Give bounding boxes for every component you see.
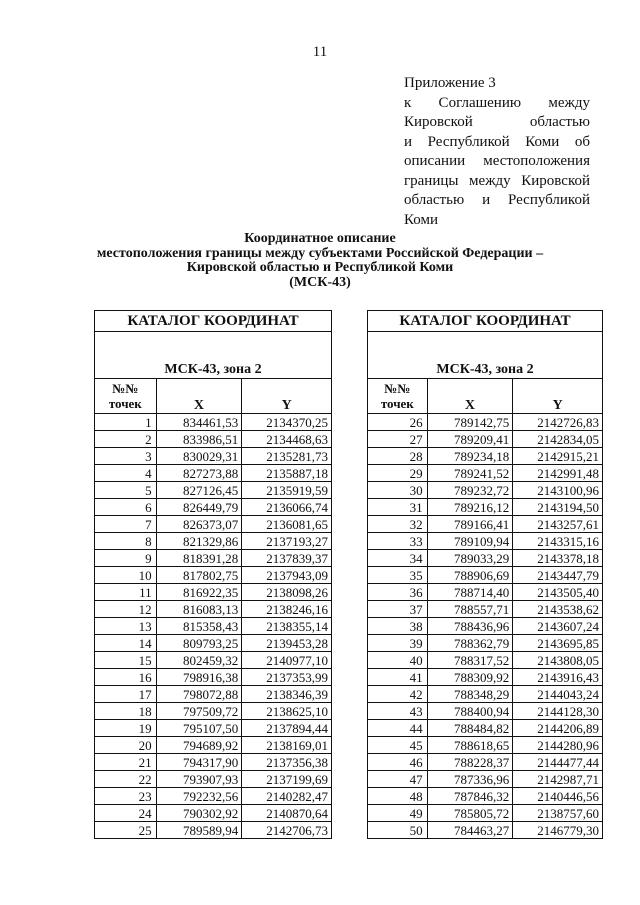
point-number: 39: [368, 635, 428, 652]
table-row: [95, 703, 332, 720]
coord-x: 787336,96: [427, 771, 513, 788]
column-header-x: X: [427, 379, 513, 414]
coord-x: 794317,90: [156, 754, 242, 771]
coord-x: 830029,31: [156, 448, 242, 465]
coord-x: 816922,35: [156, 584, 242, 601]
table-row: [95, 448, 332, 465]
table-row: [95, 686, 332, 703]
coord-x: 788362,79: [427, 635, 513, 652]
coord-x: 834461,53: [156, 414, 242, 431]
coord-x: 788400,94: [427, 703, 513, 720]
coord-x: 833986,51: [156, 431, 242, 448]
point-number: 41: [368, 669, 428, 686]
point-number: 30: [368, 482, 428, 499]
coord-y: 2138098,26: [242, 584, 332, 601]
coord-x: 788484,82: [427, 720, 513, 737]
coord-x: 821329,86: [156, 533, 242, 550]
table-row: [368, 448, 603, 465]
coord-x: 788714,40: [427, 584, 513, 601]
point-number: 16: [95, 669, 157, 686]
coordinate-catalog-left: [94, 310, 332, 839]
coord-x: 793907,93: [156, 771, 242, 788]
point-number: 32: [368, 516, 428, 533]
table-row: [95, 482, 332, 499]
table-row: [368, 618, 603, 635]
table-row: [95, 567, 332, 584]
coord-y: 2138355,14: [242, 618, 332, 635]
point-number: 2: [95, 431, 157, 448]
coord-y: 2137193,27: [242, 533, 332, 550]
coord-x: 797509,72: [156, 703, 242, 720]
coord-x: 809793,25: [156, 635, 242, 652]
point-number: 27: [368, 431, 428, 448]
table-row: [95, 737, 332, 754]
column-header-num-line: №№: [112, 381, 139, 396]
table-row: [368, 720, 603, 737]
table-row: [95, 669, 332, 686]
point-number: 25: [95, 822, 157, 839]
coord-x: 827273,88: [156, 465, 242, 482]
coord-x: 789234,18: [427, 448, 513, 465]
coord-y: 2142991,48: [513, 465, 603, 482]
point-number: 7: [95, 516, 157, 533]
coord-y: 2142987,71: [513, 771, 603, 788]
point-number: 6: [95, 499, 157, 516]
appendix-line: областью и Республикой: [404, 192, 590, 208]
table-row: [95, 652, 332, 669]
coordinate-catalog-right: [367, 310, 603, 839]
coord-y: 2144280,96: [513, 737, 603, 754]
coord-x: 788309,92: [427, 669, 513, 686]
document-title: [0, 232, 640, 290]
coord-y: 2143257,61: [513, 516, 603, 533]
catalog-caption: КАТАЛОГ КООРДИНАТ: [368, 311, 603, 332]
coord-y: 2143315,16: [513, 533, 603, 550]
table-row: [368, 686, 603, 703]
coord-x: 788618,65: [427, 737, 513, 754]
coord-x: 788436,96: [427, 618, 513, 635]
point-number: 38: [368, 618, 428, 635]
coord-x: 789166,41: [427, 516, 513, 533]
point-number: 13: [95, 618, 157, 635]
coord-y: 2135919,59: [242, 482, 332, 499]
table-row: [368, 499, 603, 516]
point-number: 29: [368, 465, 428, 482]
coord-y: 2143607,24: [513, 618, 603, 635]
appendix-line: и Республикой Коми об: [404, 133, 590, 150]
point-number: 24: [95, 805, 157, 822]
coord-x: 788317,52: [427, 652, 513, 669]
table-row: [368, 771, 603, 788]
coord-y: 2142706,73: [242, 822, 332, 839]
coord-x: 815358,43: [156, 618, 242, 635]
appendix-line: описании местоположения: [404, 153, 590, 169]
coord-y: 2142726,83: [513, 414, 603, 431]
coord-y: 2143916,43: [513, 669, 603, 686]
table-row: [95, 431, 332, 448]
coord-y: 2136066,74: [242, 499, 332, 516]
table-row: [368, 737, 603, 754]
table-row: [95, 788, 332, 805]
table-row: [95, 414, 332, 431]
coord-y: 2134468,63: [242, 431, 332, 448]
table-row: [95, 601, 332, 618]
coord-y: 2137839,37: [242, 550, 332, 567]
coord-y: 2135281,73: [242, 448, 332, 465]
point-number: 28: [368, 448, 428, 465]
point-number: 49: [368, 805, 428, 822]
point-number: 35: [368, 567, 428, 584]
table-row: [368, 482, 603, 499]
catalog-zone: МСК-43, зона 2: [368, 332, 603, 379]
coord-y: 2146779,30: [513, 822, 603, 839]
coord-x: 817802,75: [156, 567, 242, 584]
point-number: 19: [95, 720, 157, 737]
table-row: [95, 635, 332, 652]
coord-y: 2137353,99: [242, 669, 332, 686]
point-number: 17: [95, 686, 157, 703]
point-number: 42: [368, 686, 428, 703]
coord-y: 2140446,56: [513, 788, 603, 805]
table-row: [95, 516, 332, 533]
coord-y: 2138246,16: [242, 601, 332, 618]
coord-y: 2138346,39: [242, 686, 332, 703]
appendix-line: границы между Кировской: [404, 172, 590, 189]
table-row: [368, 550, 603, 567]
coord-x: 816083,13: [156, 601, 242, 618]
coord-y: 2140870,64: [242, 805, 332, 822]
coord-x: 789241,52: [427, 465, 513, 482]
point-number: 43: [368, 703, 428, 720]
coord-x: 795107,50: [156, 720, 242, 737]
point-number: 40: [368, 652, 428, 669]
table-row: [95, 754, 332, 771]
title-line: Кировской областью и Республикой Коми: [186, 260, 454, 275]
table-row: [95, 584, 332, 601]
coord-x: 826449,79: [156, 499, 242, 516]
page-number: 11: [312, 44, 328, 60]
coord-x: 789142,75: [427, 414, 513, 431]
coord-y: 2134370,25: [242, 414, 332, 431]
coord-x: 789033,29: [427, 550, 513, 567]
coord-y: 2137356,38: [242, 754, 332, 771]
table-row: [368, 822, 603, 839]
table-row: [95, 771, 332, 788]
table-row: [368, 669, 603, 686]
point-number: 45: [368, 737, 428, 754]
table-row: [368, 805, 603, 822]
table-row: [368, 533, 603, 550]
coord-x: 790302,92: [156, 805, 242, 822]
title-line: Координатное описание: [244, 231, 396, 246]
column-header-y: Y: [242, 379, 332, 414]
point-number: 34: [368, 550, 428, 567]
coord-x: 789109,94: [427, 533, 513, 550]
coord-y: 2135887,18: [242, 465, 332, 482]
coord-x: 818391,28: [156, 550, 242, 567]
table-row: [368, 652, 603, 669]
point-number: 15: [95, 652, 157, 669]
appendix-line: Кировской областью: [404, 114, 590, 130]
table-row: [95, 805, 332, 822]
point-number: 23: [95, 788, 157, 805]
column-header-num-line: точек: [380, 396, 414, 411]
coord-x: 827126,45: [156, 482, 242, 499]
coord-y: 2136081,65: [242, 516, 332, 533]
point-number: 3: [95, 448, 157, 465]
title-line: местоположения границы между субъектами Российской Федерации –: [96, 245, 544, 261]
title-line: (МСК-43): [289, 274, 351, 290]
coord-y: 2139453,28: [242, 635, 332, 652]
coord-x: 798916,38: [156, 669, 242, 686]
point-number: 8: [95, 533, 157, 550]
point-number: 36: [368, 584, 428, 601]
catalog-rows: [95, 414, 332, 839]
coord-y: 2142915,21: [513, 448, 603, 465]
appendix-line: Приложение 3: [404, 75, 496, 91]
coord-y: 2142834,05: [513, 431, 603, 448]
point-number: 20: [95, 737, 157, 754]
point-number: 4: [95, 465, 157, 482]
coord-x: 802459,32: [156, 652, 242, 669]
table-row: [368, 703, 603, 720]
point-number: 18: [95, 703, 157, 720]
point-number: 26: [368, 414, 428, 431]
catalog-caption: КАТАЛОГ КООРДИНАТ: [95, 311, 332, 332]
table-row: [368, 601, 603, 618]
appendix-line: Коми: [404, 211, 438, 228]
table-row: [95, 720, 332, 737]
table-row: [368, 584, 603, 601]
table-row: [368, 754, 603, 771]
point-number: 12: [95, 601, 157, 618]
coord-y: 2138757,60: [513, 805, 603, 822]
table-row: [95, 550, 332, 567]
column-header-y: Y: [513, 379, 603, 414]
coord-x: 788228,37: [427, 754, 513, 771]
coord-y: 2137894,44: [242, 720, 332, 737]
point-number: 44: [368, 720, 428, 737]
table-row: [368, 414, 603, 431]
appendix-line: к Соглашению между: [404, 94, 590, 111]
coord-y: 2144477,44: [513, 754, 603, 771]
coord-x: 794689,92: [156, 737, 242, 754]
table-row: [368, 567, 603, 584]
point-number: 37: [368, 601, 428, 618]
catalog-rows: [368, 414, 603, 839]
table-row: [95, 499, 332, 516]
coord-y: 2140282,47: [242, 788, 332, 805]
coord-x: 789589,94: [156, 822, 242, 839]
coord-y: 2143695,85: [513, 635, 603, 652]
coord-y: 2143447,79: [513, 567, 603, 584]
coord-x: 789232,72: [427, 482, 513, 499]
point-number: 1: [95, 414, 157, 431]
point-number: 48: [368, 788, 428, 805]
coord-y: 2143505,40: [513, 584, 603, 601]
coord-y: 2144043,24: [513, 686, 603, 703]
coord-x: 792232,56: [156, 788, 242, 805]
table-row: [95, 618, 332, 635]
coord-y: 2144128,30: [513, 703, 603, 720]
table-row: [368, 431, 603, 448]
table-row: [368, 635, 603, 652]
coord-y: 2143100,96: [513, 482, 603, 499]
coord-x: 787846,32: [427, 788, 513, 805]
table-row: [95, 465, 332, 482]
table-row: [368, 516, 603, 533]
coord-y: 2144206,89: [513, 720, 603, 737]
coord-x: 788906,69: [427, 567, 513, 584]
coord-y: 2140977,10: [242, 652, 332, 669]
point-number: 5: [95, 482, 157, 499]
coord-x: 785805,72: [427, 805, 513, 822]
point-number: 21: [95, 754, 157, 771]
coord-x: 784463,27: [427, 822, 513, 839]
coord-x: 788557,71: [427, 601, 513, 618]
point-number: 10: [95, 567, 157, 584]
table-row: [368, 465, 603, 482]
table-row: [95, 533, 332, 550]
coord-x: 789209,41: [427, 431, 513, 448]
table-row: [368, 788, 603, 805]
point-number: 9: [95, 550, 157, 567]
column-header-num-line: №№: [384, 381, 411, 396]
coord-x: 789216,12: [427, 499, 513, 516]
catalog-zone: МСК-43, зона 2: [95, 332, 332, 379]
table-row: [95, 822, 332, 839]
coord-y: 2138169,01: [242, 737, 332, 754]
coord-y: 2138625,10: [242, 703, 332, 720]
point-number: 47: [368, 771, 428, 788]
coord-y: 2143378,18: [513, 550, 603, 567]
column-header-point-number: [95, 379, 157, 414]
coord-y: 2143808,05: [513, 652, 603, 669]
column-header-num-line: точек: [108, 396, 142, 411]
point-number: 31: [368, 499, 428, 516]
appendix-note: [404, 74, 590, 230]
coord-x: 826373,07: [156, 516, 242, 533]
point-number: 11: [95, 584, 157, 601]
coord-y: 2137199,69: [242, 771, 332, 788]
coord-x: 788348,29: [427, 686, 513, 703]
column-header-x: X: [156, 379, 242, 414]
coord-y: 2143194,50: [513, 499, 603, 516]
point-number: 14: [95, 635, 157, 652]
point-number: 46: [368, 754, 428, 771]
coord-y: 2137943,09: [242, 567, 332, 584]
point-number: 50: [368, 822, 428, 839]
point-number: 22: [95, 771, 157, 788]
coord-y: 2143538,62: [513, 601, 603, 618]
coord-x: 798072,88: [156, 686, 242, 703]
point-number: 33: [368, 533, 428, 550]
column-header-point-number: [368, 379, 428, 414]
